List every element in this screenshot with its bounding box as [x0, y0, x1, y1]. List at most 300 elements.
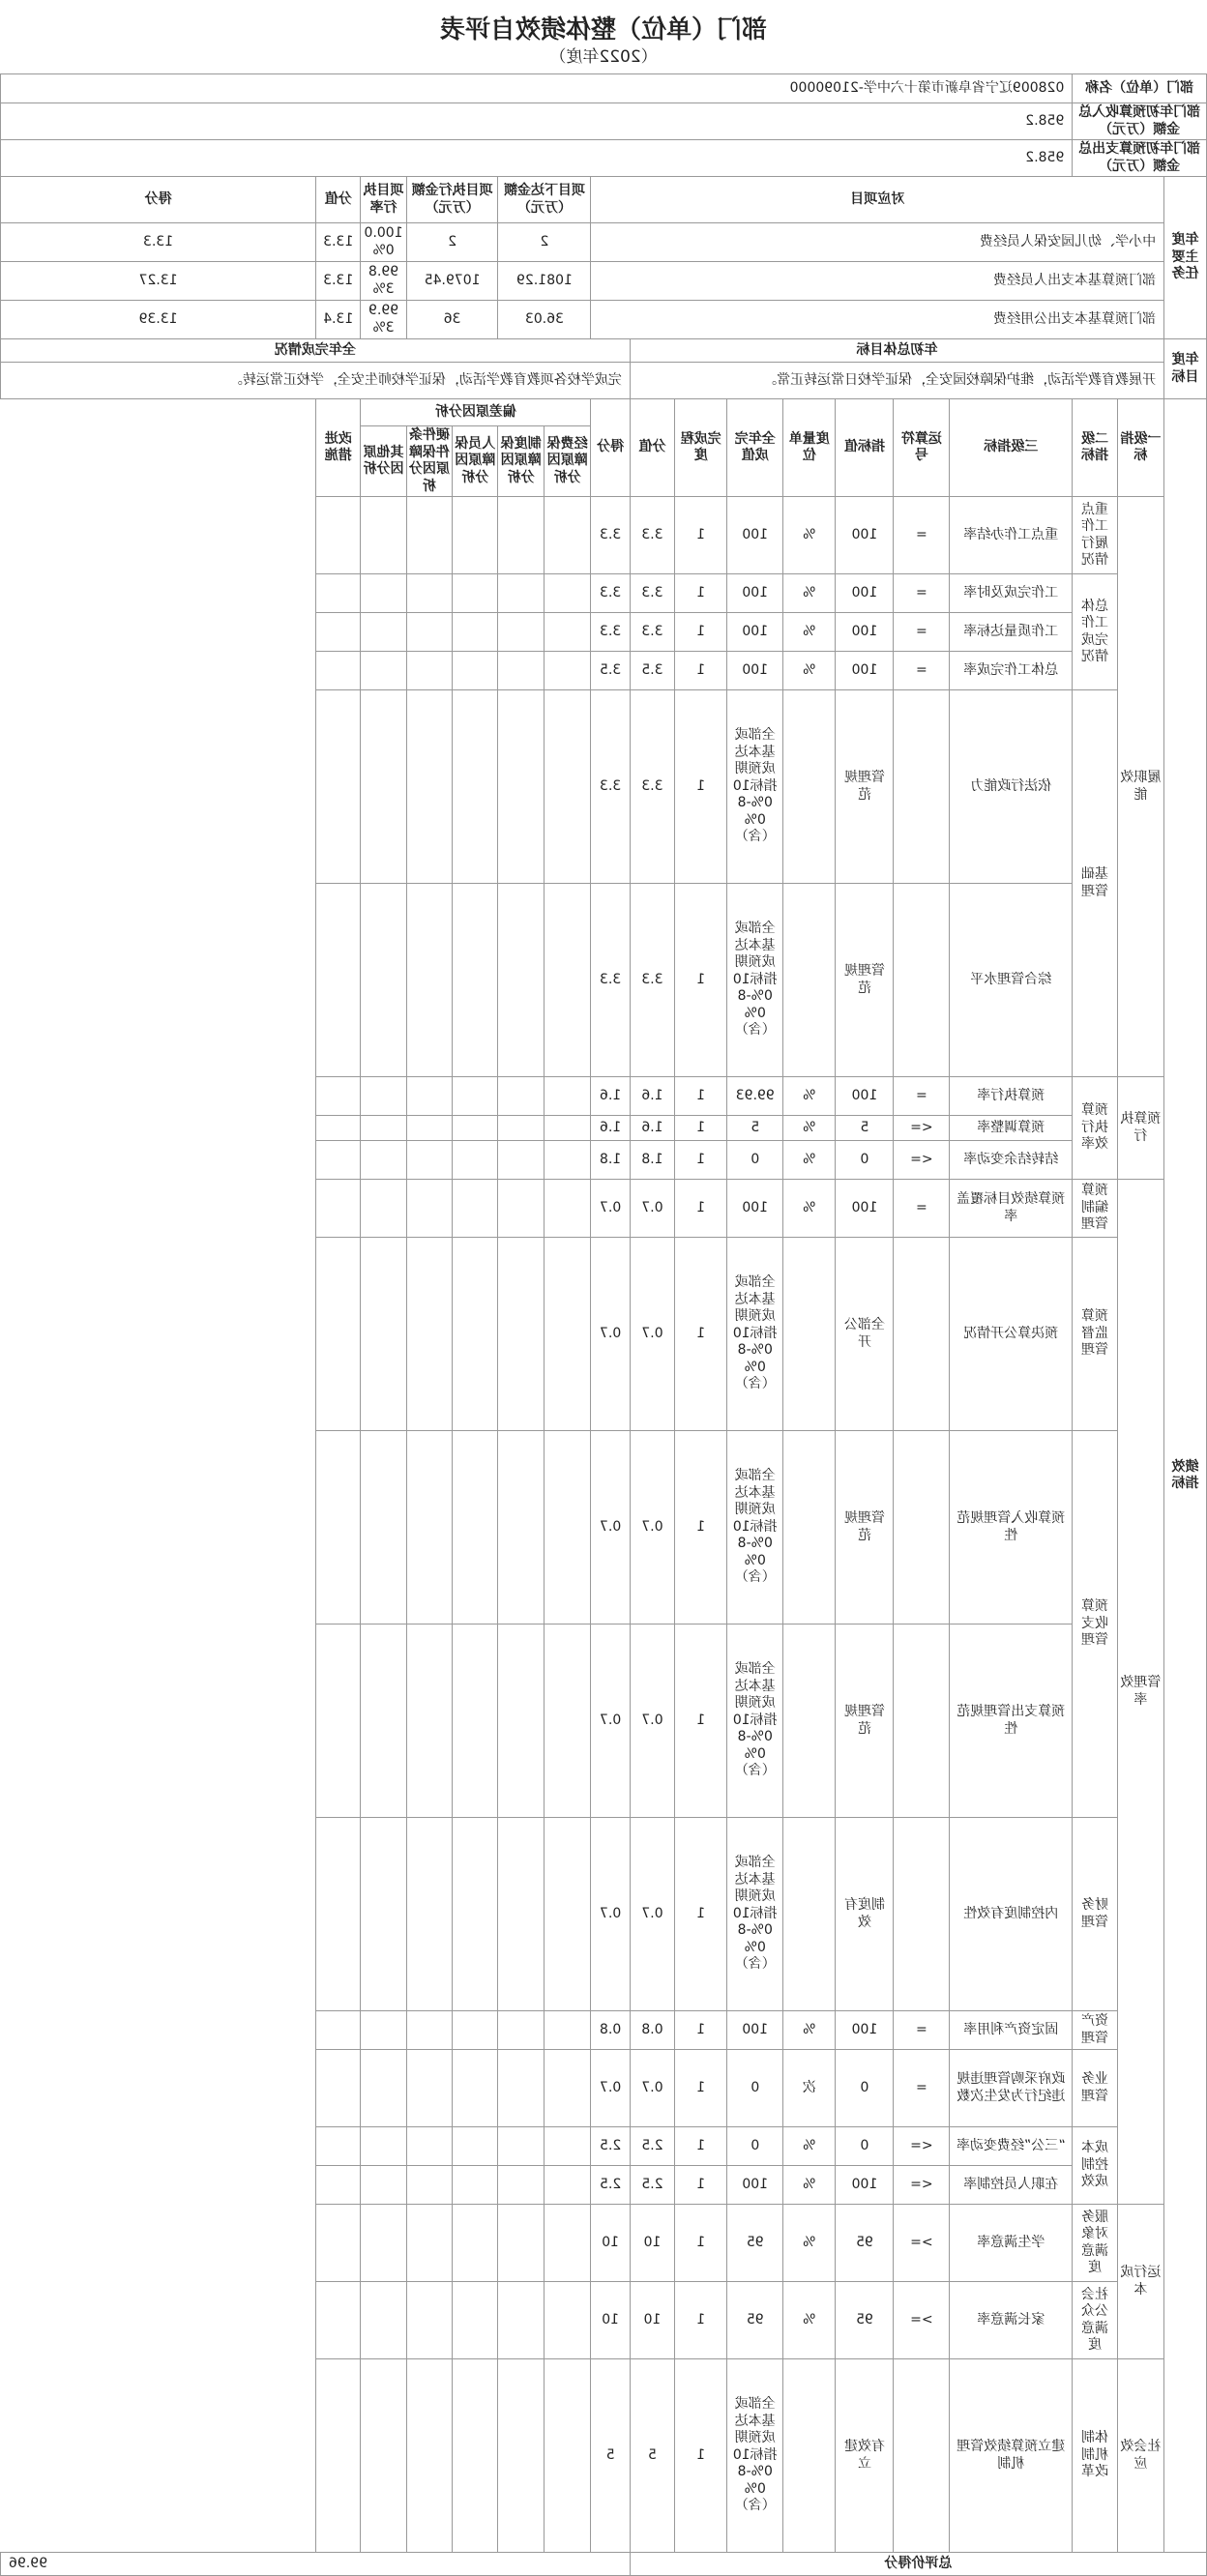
indicator-level3: 结转结余变动率	[950, 1141, 1073, 1180]
indicator-unit: %	[783, 2282, 836, 2359]
indicator-dev-other	[361, 2166, 406, 2205]
indicator-dev-staff	[453, 1180, 498, 1238]
indicator-unit	[783, 884, 836, 1077]
indicator-dev-other	[361, 2282, 406, 2359]
indicator-improvement	[316, 1141, 361, 1180]
indicator-target-value: 0	[836, 2127, 894, 2166]
indicator-dev-other	[361, 884, 406, 1077]
indicator-got: 0.7	[591, 1238, 630, 1431]
indicator-dev-system	[498, 2011, 544, 2050]
indicator-dev-funding	[544, 574, 591, 613]
indicator-dev-staff	[453, 1077, 498, 1116]
indicator-operator	[894, 1625, 950, 1818]
page-subtitle: （2022年度）	[549, 47, 658, 67]
indicator-improvement	[316, 2011, 361, 2050]
indicator-completion: 1	[675, 2282, 727, 2359]
indicator-target-value: 有效建立	[836, 2359, 894, 2553]
indicator-got: 0.7	[591, 1818, 630, 2011]
indicator-level3: 固定资产利用率	[950, 2011, 1073, 2050]
indicator-score: 3.3	[630, 613, 674, 652]
indicator-completion: 1	[675, 1116, 727, 1141]
indicator-level2: 预算监督管理	[1073, 1238, 1117, 1431]
indicator-row	[1, 2166, 1207, 2205]
indicator-done-value: 100	[727, 497, 783, 574]
indicator-target-value: 管理规范	[836, 690, 894, 884]
indicators-section-label: 绩效指标	[1164, 399, 1207, 2553]
indicator-target-value: 100	[836, 2166, 894, 2205]
indicator-level2: 预算执行效率	[1073, 1077, 1117, 1180]
indicator-level2: 重点工作履行情况	[1073, 497, 1117, 574]
indicator-row	[1, 2205, 1207, 2282]
indicator-dev-system	[498, 2282, 544, 2359]
indicator-target-value: 100	[836, 652, 894, 690]
indicator-level3: 重点工作办结率	[950, 497, 1073, 574]
task-issued: 1081.29	[498, 262, 591, 301]
indicator-dev-other	[361, 2011, 406, 2050]
indicator-dev-system	[498, 1180, 544, 1238]
tasks-header-rate: 项目执行率	[361, 177, 406, 223]
indicator-level1: 履职效能	[1117, 497, 1164, 1077]
indicator-level1: 社会效应	[1117, 2359, 1164, 2553]
indicator-got: 3.3	[591, 690, 630, 884]
task-got: 13.27	[1, 262, 316, 301]
indicator-completion: 1	[675, 2050, 727, 2127]
task-row	[1, 301, 1207, 339]
indicator-dev-staff	[453, 574, 498, 613]
header-dev-staff: 人员保障原因分析	[453, 426, 498, 497]
indicator-target-value: 制度有效	[836, 1818, 894, 2011]
header-target-value: 指标值	[836, 399, 894, 497]
indicator-level2: 成本控制成效	[1073, 2127, 1117, 2205]
header-operator: 运算符号	[894, 399, 950, 497]
indicator-dev-other	[361, 1180, 406, 1238]
indicator-dev-hardware	[406, 2359, 452, 2553]
indicator-improvement	[316, 497, 361, 574]
indicator-improvement	[316, 2050, 361, 2127]
indicator-operator	[894, 884, 950, 1077]
indicator-dev-other	[361, 652, 406, 690]
indicator-row	[1, 2011, 1207, 2050]
indicator-completion: 1	[675, 1077, 727, 1116]
indicator-level3: 在职人员控制率	[950, 2166, 1073, 2205]
indicator-unit: %	[783, 1141, 836, 1180]
indicator-score: 10	[630, 2282, 674, 2359]
indicator-got: 1.6	[591, 1116, 630, 1141]
indicator-done-value: 全部或基本达成预期指标100%-80%（含）	[727, 2359, 783, 2553]
indicator-completion: 1	[675, 1818, 727, 2011]
indicator-row	[1, 884, 1207, 1077]
indicator-completion: 1	[675, 2127, 727, 2166]
indicator-dev-staff	[453, 2205, 498, 2282]
indicator-operator	[894, 1431, 950, 1625]
header-deviation: 偏差原因分析	[361, 399, 591, 426]
indicator-got: 10	[591, 2282, 630, 2359]
indicator-target-value: 100	[836, 574, 894, 613]
indicator-done-value: 0	[727, 1141, 783, 1180]
indicator-level3: 内控制度有效性	[950, 1818, 1073, 2011]
goal-target-header: 年初总体目标	[630, 339, 1163, 363]
indicator-unit	[783, 1818, 836, 2011]
indicator-level3: 建立预算绩效管理机制	[950, 2359, 1073, 2553]
indicator-improvement	[316, 884, 361, 1077]
indicator-level3: 依法行政能力	[950, 690, 1073, 884]
indicator-completion: 1	[675, 2205, 727, 2282]
indicator-unit: %	[783, 1116, 836, 1141]
indicator-improvement	[316, 574, 361, 613]
indicator-done-value: 100	[727, 2166, 783, 2205]
indicator-completion: 1	[675, 884, 727, 1077]
indicator-operator: =	[894, 1077, 950, 1116]
indicator-row	[1, 1238, 1207, 1431]
indicator-row	[1, 1077, 1207, 1116]
indicator-row	[1, 1141, 1207, 1180]
indicator-dev-system	[498, 1818, 544, 2011]
indicator-dev-other	[361, 574, 406, 613]
indicator-level3: 综合管理水平	[950, 884, 1073, 1077]
indicator-improvement	[316, 2359, 361, 2553]
indicator-row	[1, 1431, 1207, 1625]
dept-name-label: 部门（单位）名称	[1073, 74, 1207, 103]
indicator-dev-system	[498, 2359, 544, 2553]
indicator-improvement	[316, 1431, 361, 1625]
goal-target-text: 开展教育教学活动，维护保障校园安全，保证学校日常运转正常。	[630, 363, 1163, 399]
indicator-got: 0.7	[591, 2050, 630, 2127]
indicator-completion: 1	[675, 497, 727, 574]
indicator-dev-funding	[544, 652, 591, 690]
indicator-dev-system	[498, 2166, 544, 2205]
indicator-dev-system	[498, 690, 544, 884]
indicator-row	[1, 1180, 1207, 1238]
indicator-dev-hardware	[406, 613, 452, 652]
indicator-unit	[783, 1238, 836, 1431]
indicator-dev-other	[361, 613, 406, 652]
indicator-dev-staff	[453, 1818, 498, 2011]
indicator-score: 0.7	[630, 1625, 674, 1818]
task-executed: 1079.45	[406, 262, 498, 301]
indicator-dev-system	[498, 613, 544, 652]
indicator-operator: =	[894, 613, 950, 652]
indicator-dev-staff	[453, 2050, 498, 2127]
task-issued: 2	[498, 223, 591, 262]
header-done-value: 全年完成值	[727, 399, 783, 497]
indicator-score: 0.7	[630, 1818, 674, 2011]
indicator-level3: “三公”经费变动率	[950, 2127, 1073, 2166]
indicator-level3: 政府采购管理违规违纪行为发生次数	[950, 2050, 1073, 2127]
indicator-done-value: 95	[727, 2282, 783, 2359]
indicator-operator	[894, 1818, 950, 2011]
indicator-unit: %	[783, 2166, 836, 2205]
indicator-dev-other	[361, 1818, 406, 2011]
task-project: 部门预算基本支出公用经费	[591, 301, 1164, 339]
indicator-level2: 总体工作完成情况	[1073, 574, 1117, 690]
indicator-dev-system	[498, 2050, 544, 2127]
task-score: 13.3	[316, 262, 361, 301]
indicator-improvement	[316, 1180, 361, 1238]
header-dev-funding: 经费保障原因分析	[544, 426, 591, 497]
indicator-dev-hardware	[406, 1141, 452, 1180]
indicator-score: 3.3	[630, 574, 674, 613]
indicator-level2: 预算编制管理	[1073, 1180, 1117, 1238]
indicator-dev-hardware	[406, 2011, 452, 2050]
indicator-got: 0.7	[591, 1625, 630, 1818]
indicator-dev-hardware	[406, 652, 452, 690]
indicator-level2: 基础管理	[1073, 690, 1117, 1077]
indicator-dev-funding	[544, 1431, 591, 1625]
indicator-dev-hardware	[406, 2205, 452, 2282]
indicator-got: 3.3	[591, 884, 630, 1077]
indicator-done-value: 99.93	[727, 1077, 783, 1116]
indicator-improvement	[316, 690, 361, 884]
indicator-unit: 次	[783, 2050, 836, 2127]
indicator-dev-other	[361, 1431, 406, 1625]
indicator-unit	[783, 2359, 836, 2553]
indicator-score: 3.3	[630, 884, 674, 1077]
indicator-target-value: 管理规范	[836, 1431, 894, 1625]
indicator-improvement	[316, 652, 361, 690]
indicator-score: 10	[630, 2205, 674, 2282]
indicator-dev-funding	[544, 1077, 591, 1116]
tasks-section-label: 年度主要任务	[1164, 177, 1207, 339]
indicator-level1: 管理效率	[1117, 1180, 1164, 2205]
indicator-score: 0.8	[630, 2011, 674, 2050]
indicator-target-value: 100	[836, 497, 894, 574]
indicator-unit	[783, 1625, 836, 1818]
indicator-dev-system	[498, 652, 544, 690]
indicator-level3: 总体工作完成率	[950, 652, 1073, 690]
indicator-dev-staff	[453, 1431, 498, 1625]
indicator-dev-funding	[544, 1238, 591, 1431]
indicator-row	[1, 497, 1207, 574]
indicator-dev-funding	[544, 1818, 591, 2011]
indicator-level2: 服务对象满意度	[1073, 2205, 1117, 2282]
indicator-dev-staff	[453, 497, 498, 574]
indicator-level3: 家长满意率	[950, 2282, 1073, 2359]
indicator-dev-system	[498, 497, 544, 574]
indicator-dev-funding	[544, 613, 591, 652]
indicator-done-value: 0	[727, 2127, 783, 2166]
indicator-target-value: 100	[836, 1180, 894, 1238]
indicator-dev-system	[498, 1077, 544, 1116]
indicator-dev-hardware	[406, 1077, 452, 1116]
header-score: 分值	[630, 399, 674, 497]
indicator-level2: 社会公众满意度	[1073, 2282, 1117, 2359]
indicator-dev-staff	[453, 2359, 498, 2553]
indicator-operator: =	[894, 574, 950, 613]
indicator-completion: 1	[675, 2359, 727, 2553]
indicator-completion: 1	[675, 574, 727, 613]
indicator-improvement	[316, 1818, 361, 2011]
indicator-dev-other	[361, 1238, 406, 1431]
task-issued: 36.03	[498, 301, 591, 339]
indicator-done-value: 100	[727, 613, 783, 652]
task-executed: 2	[406, 223, 498, 262]
indicator-score: 2.5	[630, 2166, 674, 2205]
indicator-dev-other	[361, 690, 406, 884]
indicator-dev-funding	[544, 2011, 591, 2050]
indicator-dev-hardware	[406, 2282, 452, 2359]
indicator-got: 1.8	[591, 1141, 630, 1180]
indicator-row	[1, 1625, 1207, 1818]
indicator-row	[1, 2127, 1207, 2166]
indicator-dev-funding	[544, 2166, 591, 2205]
indicator-dev-funding	[544, 1116, 591, 1141]
indicator-score: 0.7	[630, 1180, 674, 1238]
indicator-got: 3.3	[591, 613, 630, 652]
task-row	[1, 262, 1207, 301]
indicator-got: 5	[591, 2359, 630, 2553]
indicator-row	[1, 574, 1207, 613]
indicator-operator: =	[894, 497, 950, 574]
indicator-dev-funding	[544, 2050, 591, 2127]
indicator-dev-staff	[453, 2011, 498, 2050]
indicator-done-value: 5	[727, 1116, 783, 1141]
indicator-done-value: 全部或基本达成预期指标100%-80%（含）	[727, 1625, 783, 1818]
indicator-improvement	[316, 1116, 361, 1141]
indicator-got: 10	[591, 2205, 630, 2282]
task-project: 部门预算基本支出人员经费	[591, 262, 1164, 301]
indicator-dev-system	[498, 1431, 544, 1625]
indicator-unit: %	[783, 574, 836, 613]
indicator-unit	[783, 690, 836, 884]
indicator-dev-funding	[544, 497, 591, 574]
indicator-got: 2.5	[591, 2127, 630, 2166]
indicator-dev-system	[498, 1141, 544, 1180]
indicator-dev-other	[361, 1077, 406, 1116]
indicator-got: 3.3	[591, 497, 630, 574]
indicator-improvement	[316, 1238, 361, 1431]
indicator-level2: 业务管理	[1073, 2050, 1117, 2127]
goal-section-label: 年度目标	[1164, 339, 1207, 399]
indicator-operator: <=	[894, 1141, 950, 1180]
indicator-dev-hardware	[406, 574, 452, 613]
indicator-level2: 体制机制改革	[1073, 2359, 1117, 2553]
indicator-dev-hardware	[406, 690, 452, 884]
indicator-dev-system	[498, 1625, 544, 1818]
indicator-unit: %	[783, 2205, 836, 2282]
total-value: 99.96	[1, 2553, 631, 2576]
indicator-done-value: 全部或基本达成预期指标100%-80%（含）	[727, 1238, 783, 1431]
indicator-improvement	[316, 2205, 361, 2282]
indicator-dev-other	[361, 2050, 406, 2127]
indicator-dev-staff	[453, 613, 498, 652]
indicator-completion: 1	[675, 690, 727, 884]
indicator-dev-staff	[453, 2282, 498, 2359]
header-unit: 度量单位	[783, 399, 836, 497]
indicator-operator: <=	[894, 2127, 950, 2166]
header-dev-system: 制度保障原因分析	[498, 426, 544, 497]
expense-label: 部门年初预算支出总金额（万元）	[1073, 140, 1207, 177]
indicator-completion: 1	[675, 613, 727, 652]
indicator-target-value: 95	[836, 2282, 894, 2359]
header-dev-hardware: 硬件条件保障原因分析	[406, 426, 452, 497]
indicator-dev-staff	[453, 1141, 498, 1180]
indicator-unit: %	[783, 1077, 836, 1116]
indicator-completion: 1	[675, 1141, 727, 1180]
indicator-done-value: 全部或基本达成预期指标100%-80%（含）	[727, 1818, 783, 2011]
indicators-body	[1, 399, 1207, 2553]
indicator-got: 0.7	[591, 1180, 630, 1238]
indicator-target-value: 95	[836, 2205, 894, 2282]
indicator-dev-other	[361, 2205, 406, 2282]
indicator-dev-system	[498, 2127, 544, 2166]
indicator-row	[1, 652, 1207, 690]
indicator-target-value: 100	[836, 2011, 894, 2050]
indicator-dev-staff	[453, 1116, 498, 1141]
tasks-header-executed: 项目执行金额（万元）	[406, 177, 498, 223]
indicator-unit: %	[783, 2011, 836, 2050]
indicator-done-value: 100	[727, 1180, 783, 1238]
header-level2: 二级指标	[1073, 399, 1117, 497]
indicator-completion: 1	[675, 652, 727, 690]
indicator-level3: 预算绩效目标覆盖率	[950, 1180, 1073, 1238]
indicator-operator: =	[894, 1180, 950, 1238]
indicator-score: 0.7	[630, 1431, 674, 1625]
goal-actual-text: 完成学校各项教育教学活动，保证学校师生安全，学校正常运转。	[1, 363, 631, 399]
indicator-score: 3.5	[630, 652, 674, 690]
header-dev-other: 其他原因分析	[361, 426, 406, 497]
indicator-dev-system	[498, 1238, 544, 1431]
tasks-header-got: 得分	[1, 177, 316, 223]
indicator-done-value: 全部或基本达成预期指标100%-80%（含）	[727, 884, 783, 1077]
indicator-done-value: 100	[727, 574, 783, 613]
indicator-level1: 运行成本	[1117, 2205, 1164, 2359]
indicator-level3: 预算调整率	[950, 1116, 1073, 1141]
indicator-improvement	[316, 1625, 361, 1818]
indicator-target-value: 100	[836, 1077, 894, 1116]
indicator-target-value: 5	[836, 1116, 894, 1141]
indicator-score: 0.7	[630, 2050, 674, 2127]
task-row	[1, 223, 1207, 262]
indicator-dev-other	[361, 1116, 406, 1141]
indicator-dev-system	[498, 2205, 544, 2282]
indicator-unit: %	[783, 652, 836, 690]
indicator-completion: 1	[675, 1238, 727, 1431]
indicator-level3: 预算支出管理规范性	[950, 1625, 1073, 1818]
indicator-target-value: 管理规范	[836, 1625, 894, 1818]
evaluation-table	[0, 73, 1207, 2576]
indicator-completion: 1	[675, 1431, 727, 1625]
indicator-dev-funding	[544, 1141, 591, 1180]
dept-name-value: 028009辽宁省阜新市第十六中学-21090000	[1, 74, 1073, 103]
indicator-dev-hardware	[406, 2050, 452, 2127]
task-rate: 100.00%	[361, 223, 406, 262]
indicator-dev-other	[361, 497, 406, 574]
task-got: 13.39	[1, 301, 316, 339]
indicator-score: 1.6	[630, 1116, 674, 1141]
indicator-dev-hardware	[406, 2166, 452, 2205]
indicator-unit: %	[783, 1180, 836, 1238]
indicator-target-value: 0	[836, 1141, 894, 1180]
indicator-operator: =	[894, 2011, 950, 2050]
indicator-row	[1, 1116, 1207, 1141]
indicator-level3: 预算收入管理规范性	[950, 1431, 1073, 1625]
indicator-dev-other	[361, 2127, 406, 2166]
header-got: 得分	[591, 399, 630, 497]
indicator-got: 3.3	[591, 574, 630, 613]
header-level1: 一级指标	[1117, 399, 1164, 497]
indicator-dev-staff	[453, 1238, 498, 1431]
indicator-dev-system	[498, 1116, 544, 1141]
indicator-score: 5	[630, 2359, 674, 2553]
indicator-done-value: 100	[727, 2011, 783, 2050]
indicator-completion: 1	[675, 2011, 727, 2050]
indicator-dev-other	[361, 1141, 406, 1180]
indicator-unit: %	[783, 2127, 836, 2166]
task-got: 13.3	[1, 223, 316, 262]
indicator-score: 1.8	[630, 1141, 674, 1180]
task-score: 13.4	[316, 301, 361, 339]
indicator-operator: <=	[894, 2166, 950, 2205]
